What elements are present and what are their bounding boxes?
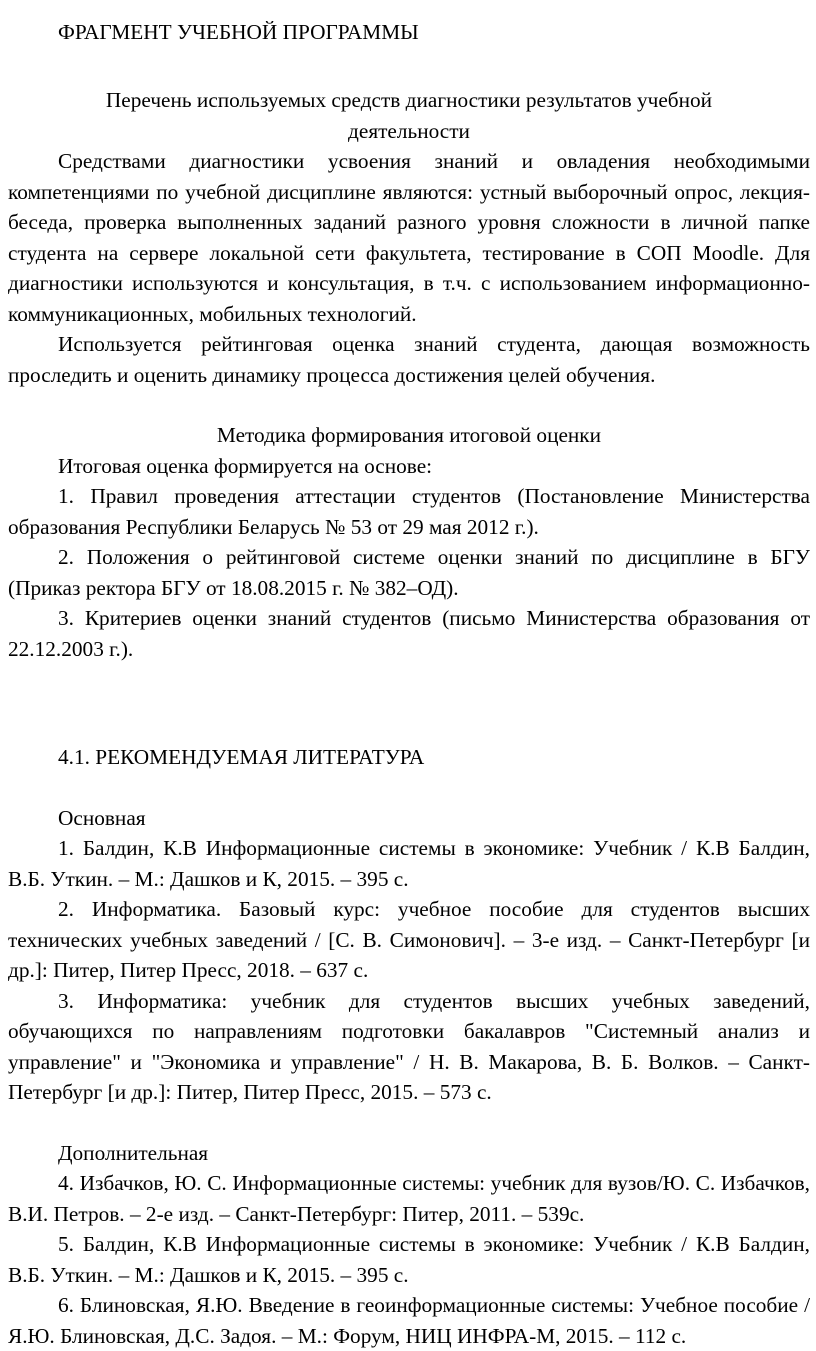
grading-intro: Итоговая оценка формируется на основе:	[58, 453, 433, 478]
literature-item: 1. Балдин, К.В Информационные системы в экономике: Учебник / К.В Балдин, В.Б. Уткин. – М.: Дашков и К, 2015. – 395 с.	[8, 836, 810, 891]
literature-item: 3. Информатика: учебник для студентов высших учебных заведений, обучающихся по направлениям подготовки бакалавров "Системный анализ и управление" и "Экономика и управление" / Н. В. Макарова, В. Б. Волков. – Санкт-Петербург [и др.]: Питер, Питер Пресс, 2015. – 573 с.	[8, 988, 810, 1104]
spacer	[8, 664, 810, 742]
literature-section-title: 4.1. РЕКОМЕНДУЕМАЯ ЛИТЕРАТУРА	[58, 745, 425, 769]
literature-item: 4. Избачков, Ю. С. Информационные системы: учебник для вузов/Ю. С. Избачков, В.И. Петров. – 2-е изд. – Санкт-Петербург: Питер, 2011. – 539с.	[8, 1171, 810, 1226]
additional-literature-label: Дополнительная	[58, 1140, 209, 1165]
diagnostics-paragraph: Средствами диагностики усвоения знаний и овладения необходимыми компетенциями по учебной дисциплине являются: устный выборочный опрос, лекция-беседа, проверка выполненных заданий разного уровня сложности в личной папке студента на сервере локальной сети факультета, тестирование в СОП Moodle. Для диагностики используются и консультация, в т.ч. с использованием информационно-коммуникационных, мобильных технологий.	[8, 149, 810, 326]
document-page	[8, 4, 810, 1351]
diagnostics-heading: Перечень используемых средств диагностики результатов учебной деятельности	[105, 88, 713, 143]
spacer	[8, 773, 810, 803]
grading-item: 2. Положения о рейтинговой системе оценки знаний по дисциплине в БГУ (Приказ ректора БГУ от 18.08.2015 г. № 382–ОД).	[8, 545, 810, 600]
literature-item: 6. Блиновская, Я.Ю. Введение в геоинформационные системы: Учебное пособие / Я.Ю. Блиновская, Д.С. Задоя. – М.: Форум, НИЦ ИНФРА-М, 2015. – 112 с.	[8, 1293, 810, 1348]
spacer	[8, 1108, 810, 1138]
spacer	[8, 390, 810, 420]
literature-item: 2. Информатика. Базовый курс: учебное пособие для студентов высших технических учебных заведений / [С. В. Симонович]. – 3-е изд. – Санкт-Петербург [и др.]: Питер, Питер Пресс, 2018. – 637 с.	[8, 897, 810, 982]
grading-heading: Методика формирования итоговой оценки	[216, 423, 602, 447]
document-title: ФРАГМЕНТ УЧЕБНОЙ ПРОГРАММЫ	[58, 20, 419, 44]
literature-item: 5. Балдин, К.В Информационные системы в экономике: Учебник / К.В Балдин, В.Б. Уткин. – М.: Дашков и К, 2015. – 395 с.	[8, 1232, 810, 1287]
main-literature-label: Основная	[58, 805, 146, 830]
grading-item: 1. Правил проведения аттестации студентов (Постановление Министерства образования Республики Беларусь № 53 от 29 мая 2012 г.).	[8, 484, 810, 539]
diagnostics-paragraph: Используется рейтинговая оценка знаний студента, дающая возможность проследить и оценить динамику процесса достижения целей обучения.	[8, 332, 810, 387]
grading-item: 3. Критериев оценки знаний студентов (письмо Министерства образования от 22.12.2003 г.).	[8, 606, 810, 661]
